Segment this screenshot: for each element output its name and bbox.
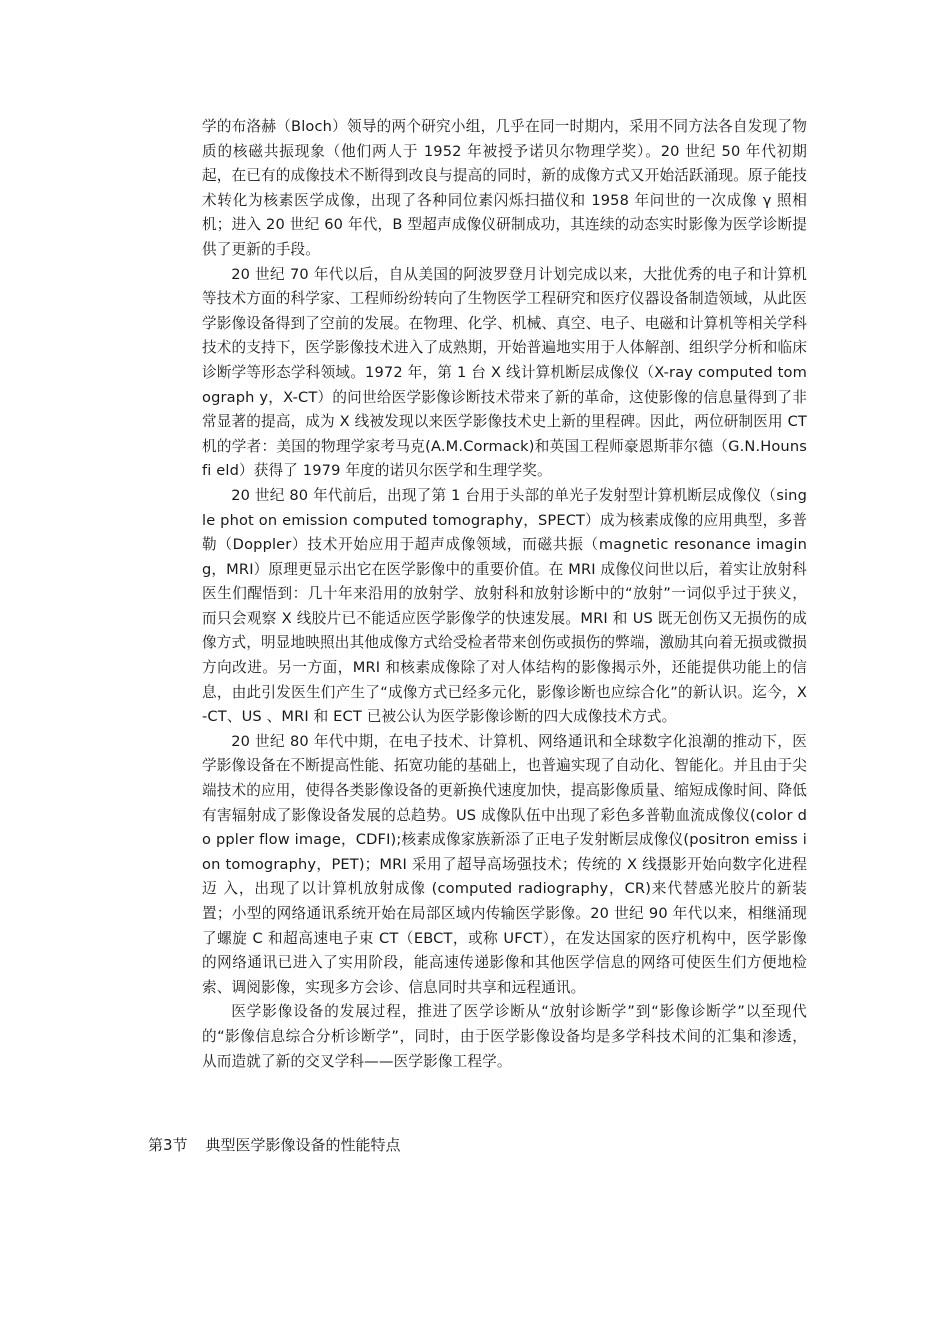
paragraph-1980s: 20 世纪 80 年代前后，出现了第 1 台用于头部的单光子发射型计算机断层成像仪（single phot on emission computed tomography，SPECT）成为核素成像的应用典型，多普勒（Doppler）技术开始应用于超声成像领域，而磁共振（magnetic resonance imaging，MRI）原理更显示出它在医学影像中的重要价值。在 MRI 成像仪问世以后，着实让放射科医生们醒悟到：几十年来沿用的放射学、放射科和放射诊断中的“放射”一词似乎过于狭义，而只会观察 X 线胶片已不能适应医学影像学的快速发展。MRI 和 US 既无创伤又无损伤的成像方式，明显地映照出其他成像方式给受检者带来创伤或损伤的弊端，激励其向着无损或微损方向改进。另一方面，MRI 和核素成像除了对人体结构的影像揭示外，还能提供功能上的信息，由此引发医生们产生了“成像方式已经多元化，影像诊断也应综合化”的新认识。迄今，X-CT、US 、MRI 和 ECT 已被公认为医学影像诊断的四大成像技术方式。 xyxy=(202,486,807,726)
section-number: 第3节 xyxy=(148,1136,188,1154)
section-title: 典型医学影像设备的性能特点 xyxy=(205,1136,401,1154)
paragraph-continuation: 学的布洛赫（Bloch）领导的两个研究小组，几乎在同一时期内，采用不同方法各自发现了物质的核磁共振现象（他们两人于 1952 年被授予诺贝尔物理学奖）。20 世纪 50 年代初期起，在已有的成像技术不断得到改良与提高的同时，新的成像方式又开始活跃涌现。原子能技术转化为核素医学成像，出现了各种同位素闪烁扫描仪和 1958 年问世的一次成像 γ 照相机；进入 20 世纪 60 年代，B 型超声成像仪研制成功，其连续的动态实时影像为医学诊断提供了更新的手段。 xyxy=(202,118,807,258)
paragraph-mid-1980s: 20 世纪 80 年代中期，在电子技术、计算机、网络通讯和全球数字化浪潮的推动下，医学影像设备在不断提高性能、拓宽功能的基础上，也普遍实现了自动化、智能化。并且由于尖端技术的应用，使得各类影像设备的更新换代速度加快，提高影像质量、缩短成像时间、降低有害辐射成了影像设备发展的总趋势。US 成像队伍中出现了彩色多普勒血流成像仪(color do ppler flow image，CDFI);核素成像家族新添了正电子发射断层成像仪(positron emiss ion tomography，PET)；MRI 采用了超导高场强技术；传统的 X 线摄影开始向数字化进程迈 入，出现了以计算机放射成像 (computed radiography，CR)来代替感光胶片的新装置；小型的网络通讯系统开始在局部区域内传输医学影像。20 世纪 90 年代以来，相继涌现了螺旋 C 和超高速电子束 CT（EBCT，或称 UFCT），在发达国家的医疗机构中，医学影像的网络通讯已进入了实用阶段，能高速传递影像和其他医学信息的网络可使医生们方便地检索、调阅影像，实现多方会诊、信息同时共享和远程通讯。 xyxy=(202,732,807,996)
body-text xyxy=(202,115,807,1074)
section-heading xyxy=(148,1133,401,1157)
paragraph-1970s: 20 世纪 70 年代以后，自从美国的阿波罗登月计划完成以来，大批优秀的电子和计算机等技术方面的科学家、工程师纷纷转向了生物医学工程研究和医疗仪器设备制造领域，从此医学影像设备得到了空前的发展。在物理、化学、机械、真空、电子、电磁和计算机等相关学科技术的支持下，医学影像技术进入了成熟期，开始普遍地实用于人体解剖、组织学分析和临床诊断学等形态学科领域。1972 年，第 1 台 X 线计算机断层成像仪（X-ray computed tomograph y，X-CT）的问世给医学影像诊断技术带来了新的革命，这使影像的信息量得到了非常显著的提高，成为 X 线被发现以来医学影像技术史上新的里程碑。因此，两位研制医用 CT 机的学者：美国的物理学家考马克(A.M.Cormack)和英国工程师豪恩斯菲尔德（G.N.Hounsfi eld）获得了 1979 年度的诺贝尔医学和生理学奖。 xyxy=(202,265,807,480)
paragraph-summary: 医学影像设备的发展过程，推进了医学诊断从“放射诊断学”到“影像诊断学”以至现代的“影像信息综合分析诊断学”，同时，由于医学影像设备均是多学科技术间的汇集和渗透， 从而造就了新的交叉学科——医学影像工程学。 xyxy=(202,1003,807,1070)
